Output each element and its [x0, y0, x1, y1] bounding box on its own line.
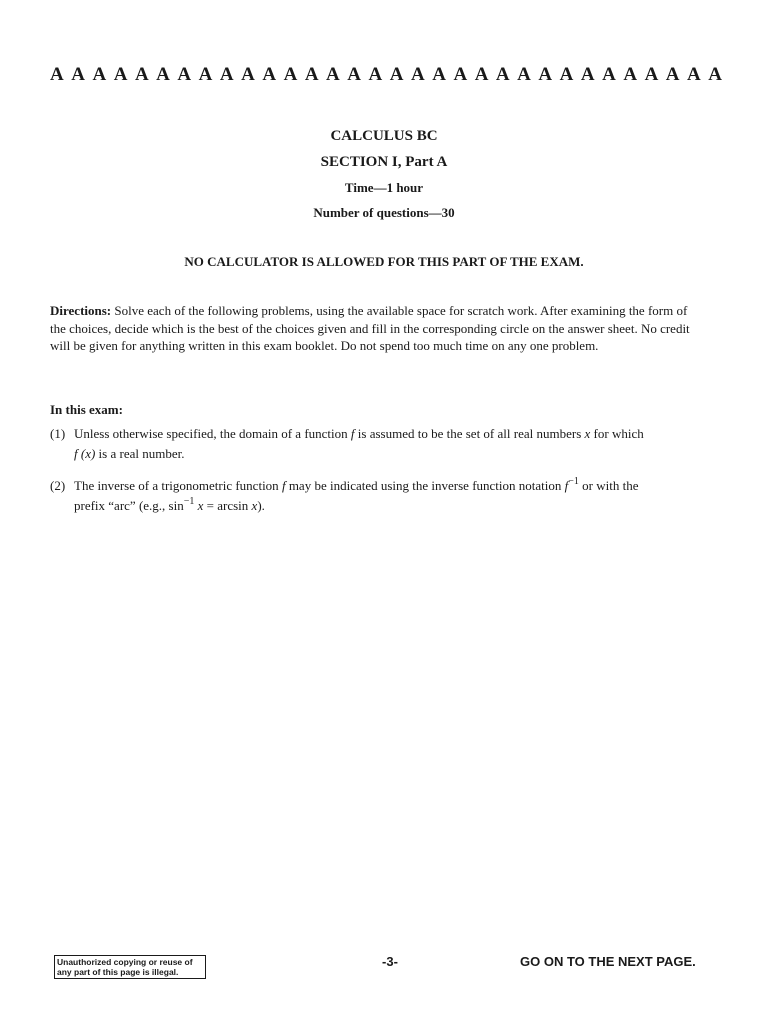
section-title: SECTION I, Part A — [320, 154, 448, 170]
banner-letter: A — [283, 64, 298, 85]
directions-paragraph — [50, 302, 690, 355]
math-var: x — [584, 426, 591, 441]
math-var: x — [251, 498, 258, 513]
banner-letter: A — [304, 64, 319, 85]
banner-letter: A — [538, 64, 553, 85]
math-var: f — [281, 478, 286, 493]
banner-letter: A — [623, 64, 638, 85]
banner-letter: A — [665, 64, 680, 85]
exam-notes-heading: In this exam: — [50, 402, 123, 417]
question-count: Number of questions—30 — [313, 205, 455, 220]
note-text-part: The inverse of a trigonometric function — [74, 478, 282, 493]
note-text-part: ). — [257, 498, 265, 513]
banner-letter: A — [602, 64, 616, 85]
banner-letter: A — [708, 64, 722, 85]
banner-letter: A — [453, 64, 468, 85]
banner-letter: A — [241, 64, 255, 85]
banner-letter: A — [347, 64, 362, 85]
math-var: x — [197, 498, 204, 513]
math-expr: f (x) — [74, 446, 96, 461]
directions-label: Directions: — [50, 303, 112, 318]
note-text-part: prefix “arc” (e.g., sin — [74, 498, 184, 513]
banner-letter: A — [368, 64, 383, 85]
math-var: f — [564, 478, 569, 493]
banner-letter: A — [644, 64, 659, 85]
note-text-part: is a real number. — [95, 446, 185, 461]
note-text-part: for which — [590, 426, 644, 441]
banner-letter: A — [262, 64, 277, 85]
banner-letter: A — [389, 64, 404, 85]
superscript: −1 — [568, 476, 579, 487]
note-text-part: is assumed to be the set of all real numbers — [354, 426, 585, 441]
note-text-part: or with the — [578, 478, 639, 493]
banner-letter: A — [71, 64, 85, 85]
next-page-instruction: GO ON TO THE NEXT PAGE. — [520, 954, 696, 969]
note-number: (1) — [50, 426, 66, 441]
banner-letter: A — [134, 64, 149, 85]
banner-letter: A — [559, 64, 574, 85]
superscript: −1 — [183, 496, 195, 507]
banner-letter: A — [410, 64, 425, 85]
math-var: f — [350, 426, 355, 441]
banner-letter: A — [113, 64, 128, 85]
banner-letter: A — [219, 64, 234, 85]
banner-letter: A — [326, 64, 340, 85]
banner-letter: A — [198, 64, 213, 85]
note-number: (2) — [50, 478, 66, 493]
directions-text: Solve each of the following problems, using the available space for scratch work. After examining the form of the choices, decide which is the best of the choices given and fill in the corresponding circle on the answer sheet. No credit will be given for anything written in this exam booklet. Do not spend too much time on any one problem. — [50, 303, 690, 353]
banner-letter: A — [92, 64, 107, 85]
banner-letter: A — [687, 64, 701, 85]
banner-letter: A — [517, 64, 531, 85]
section-banner — [50, 64, 722, 86]
banner-letter: A — [580, 64, 595, 85]
banner-letter: A — [50, 64, 64, 85]
banner-letter: A — [156, 64, 170, 85]
banner-letter: A — [495, 64, 510, 85]
copyright-notice: Unauthorized copying or reuse of any part of this page is illegal. — [54, 955, 206, 979]
note-text-part: Unless otherwise specified, the domain of a function — [74, 426, 351, 441]
note-text — [74, 476, 700, 516]
time-limit: Time—1 hour — [344, 180, 424, 195]
course-title: CALCULUS BC — [330, 128, 438, 144]
banner-letter: A — [432, 64, 446, 85]
banner-letter: A — [474, 64, 489, 85]
calculator-notice: NO CALCULATOR IS ALLOWED FOR THIS PART OF THE EXAM. — [184, 254, 584, 269]
note-text-part: may be indicated using the inverse function notation — [285, 478, 565, 493]
note-text-part: = arcsin — [203, 498, 252, 513]
page-number: -3- — [382, 954, 398, 969]
note-text — [74, 424, 700, 464]
banner-letter: A — [177, 64, 192, 85]
